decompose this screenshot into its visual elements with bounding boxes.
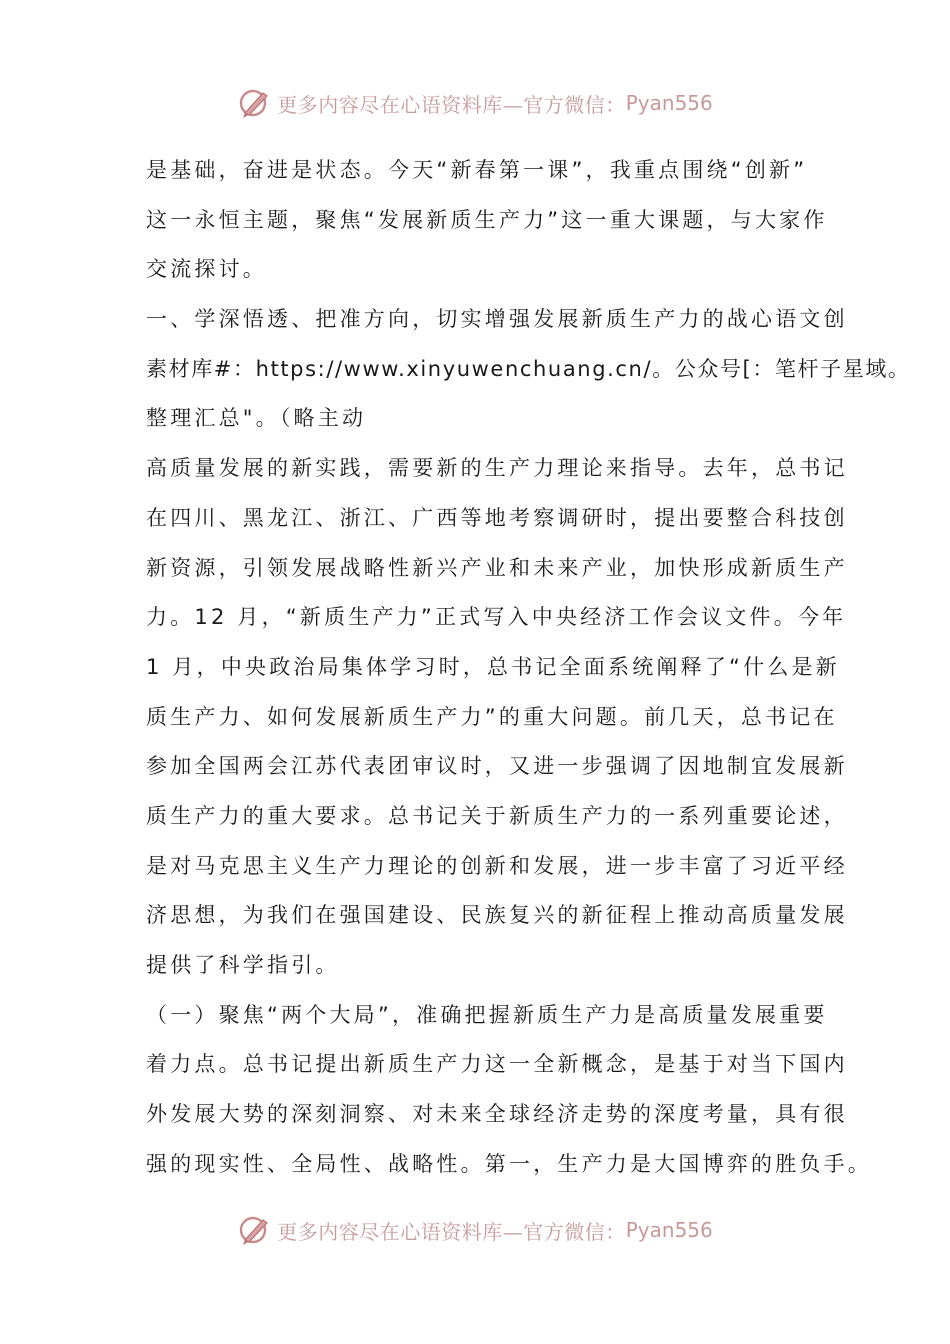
body-line: 新资源，引领发展战略性新兴产业和未来产业，加快形成新质生产 (146, 555, 848, 580)
body-line: 质生产力、如何发展新质生产力”的重大问题。前几天，总书记在 (146, 704, 838, 729)
body-line: 质生产力的重大要求。总书记关于新质生产力的一系列重要论述， (146, 803, 848, 828)
body-line: 外发展大势的深刻洞察、对未来全球经济走势的深度考量，具有很 (146, 1102, 848, 1127)
body-line: 济思想，为我们在强国建设、民族复兴的新征程上推动高质量发展 (146, 903, 848, 928)
watermark-text: 更多内容尽在心语资料库—官方微信： (277, 92, 626, 117)
body-line: 高质量发展的新实践，需要新的生产力理论来指导。去年，总书记 (146, 456, 848, 481)
body-line: 一、学深悟透、把准方向，切实增强发展新质生产力的战心语文创 (146, 307, 848, 332)
body-line: 整理汇总"。（略主动 (146, 406, 367, 431)
body-line: 在四川、黑龙江、浙江、广西等地考察调研时，提出要整合科技创 (146, 505, 848, 530)
pen-logo-icon (237, 85, 273, 121)
watermark-handle: Pyan556 (625, 1218, 713, 1242)
header-watermark (0, 83, 950, 123)
body-line: 是基础，奋进是状态。今天“新春第一课”，我重点围绕“创新” (146, 158, 808, 182)
body-line: （一）聚焦“两个大局”，准确把握新质生产力是高质量发展重要 (146, 1002, 828, 1027)
body-line: 素材库#：https://www.xinyuwenchuang.cn/。公众号[：笔杆子星域。 (146, 356, 911, 381)
body-line: 这一永恒主题，聚焦“发展新质生产力”这一重大课题，与大家作 (146, 207, 828, 232)
body-line: 强的现实性、全局性、战略性。第一，生产力是大国博弈的胜负手。 (146, 1151, 872, 1176)
body-line: 力。12 月，“新质生产力”正式写入中央经济工作会议文件。今年 (146, 605, 847, 630)
body-line: 参加全国两会江苏代表团审议时，又进一步强调了因地制宜发展新 (146, 754, 848, 779)
watermark-text: 更多内容尽在心语资料库—官方微信： (277, 1219, 626, 1244)
footer-watermark (0, 1210, 950, 1250)
body-line: 交流探讨。 (146, 257, 267, 282)
document-body (146, 146, 911, 1189)
body-line: 是对马克思主义生产力理论的创新和发展，进一步丰富了习近平经 (146, 853, 848, 878)
pen-logo-icon (237, 1212, 273, 1248)
watermark-handle: Pyan556 (625, 91, 713, 115)
body-line: 提供了科学指引。 (146, 953, 340, 977)
body-line: 1 月，中央政治局集体学习时，总书记全面系统阐释了“什么是新 (146, 654, 840, 679)
body-line: 着力点。总书记提出新质生产力这一全新概念，是基于对当下国内 (146, 1052, 848, 1077)
